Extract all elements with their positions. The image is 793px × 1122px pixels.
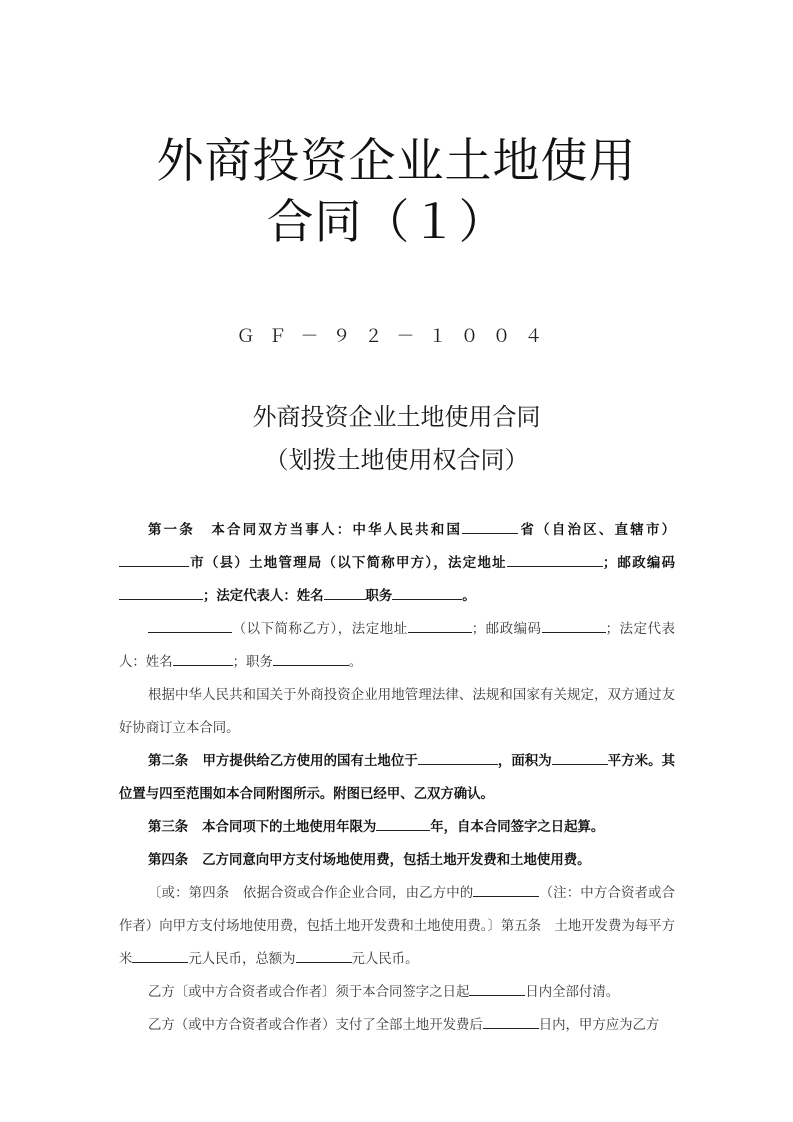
after-payment-days-blank[interactable] [483,1014,539,1029]
subtitle-line2: （划拨土地使用权合同） [264,446,529,474]
party-b-address-blank[interactable] [408,618,472,633]
article-4-alternative: 〔或：第四条 依据合资或合作企业合同，由乙方中的 （注：中方合资者或合作者）向甲方支付场地使用费，包括土地开发费和土地使用费。〕第五条 土地开发费为每平方米 元人民币，总额为 元人民币。 [119,877,675,976]
land-use-years-blank[interactable] [376,816,430,831]
party-b-rep-name-blank[interactable] [173,651,233,666]
main-title-line1: 外商投资企业土地使用 [156,134,637,189]
party-a-rep-name-blank[interactable] [324,585,366,600]
land-area-blank[interactable] [552,750,608,765]
city-blank[interactable] [119,552,189,567]
party-b-postcode-blank[interactable] [542,618,606,633]
dev-fee-total-blank[interactable] [296,948,352,963]
chinese-party-blank[interactable] [473,882,539,897]
article-1: 第一条 本合同双方当事人：中华人民共和国 省（自治区、直辖市）市（县）土地管理局（以下简称甲方），法定地址 ；邮政编码；法定代表人：姓名 职务 。 [119,514,675,613]
party-b-rep-title-blank[interactable] [273,651,349,666]
document-code: ＧＦ－９２－１００４ [236,326,557,346]
payment-paragraph: 乙方〔或中方合资者或合作者〕须于本合同签字之日起 日内全部付清。 [119,976,675,1009]
article-1-label: 第一条 [148,523,196,538]
article-4: 第四条 乙方同意向甲方支付场地使用费，包括土地开发费和土地使用费。 [148,853,591,868]
basis-paragraph: 根据中华人民共和国关于外商投资企业用地管理法律、法规和国家有关规定，双方通过友好协商订立本合同。 [119,688,675,736]
article-2-label: 第二条 [148,754,189,769]
after-payment-paragraph: 乙方（或中方合资者或合作者）支付了全部土地开发费后 日内，甲方应为乙方 [119,1009,675,1042]
article-2: 第二条 甲方提供给乙方使用的国有土地位于 ，面积为 平方米。其位置与四至范围如本合同附图所示。附图已经甲、乙双方确认。 [119,745,675,811]
party-b-name-blank[interactable] [148,618,232,633]
party-b: （以下简称乙方），法定地址 ；邮政编码 ；法定代表人：姓名 ；职务 。 [119,613,675,679]
payment-days-blank[interactable] [469,981,525,996]
party-a-rep-title-blank[interactable] [392,585,462,600]
land-location-blank[interactable] [418,750,498,765]
contract-body [119,514,675,1042]
party-a-address-blank[interactable] [507,552,603,567]
article-3: 第三条 本合同项下的土地使用年限为 年，自本合同签字之日起算。 [119,811,675,844]
subtitle-line1: 外商投资企业土地使用合同 [252,403,541,431]
article-3-label: 第三条 [148,820,189,835]
country-province-blank[interactable] [462,519,518,534]
main-title-line2: 合同（１） [266,195,507,250]
dev-fee-per-sqm-blank[interactable] [132,948,188,963]
article-4-label: 第四条 [148,853,189,868]
party-a-postcode-blank[interactable] [119,585,203,600]
